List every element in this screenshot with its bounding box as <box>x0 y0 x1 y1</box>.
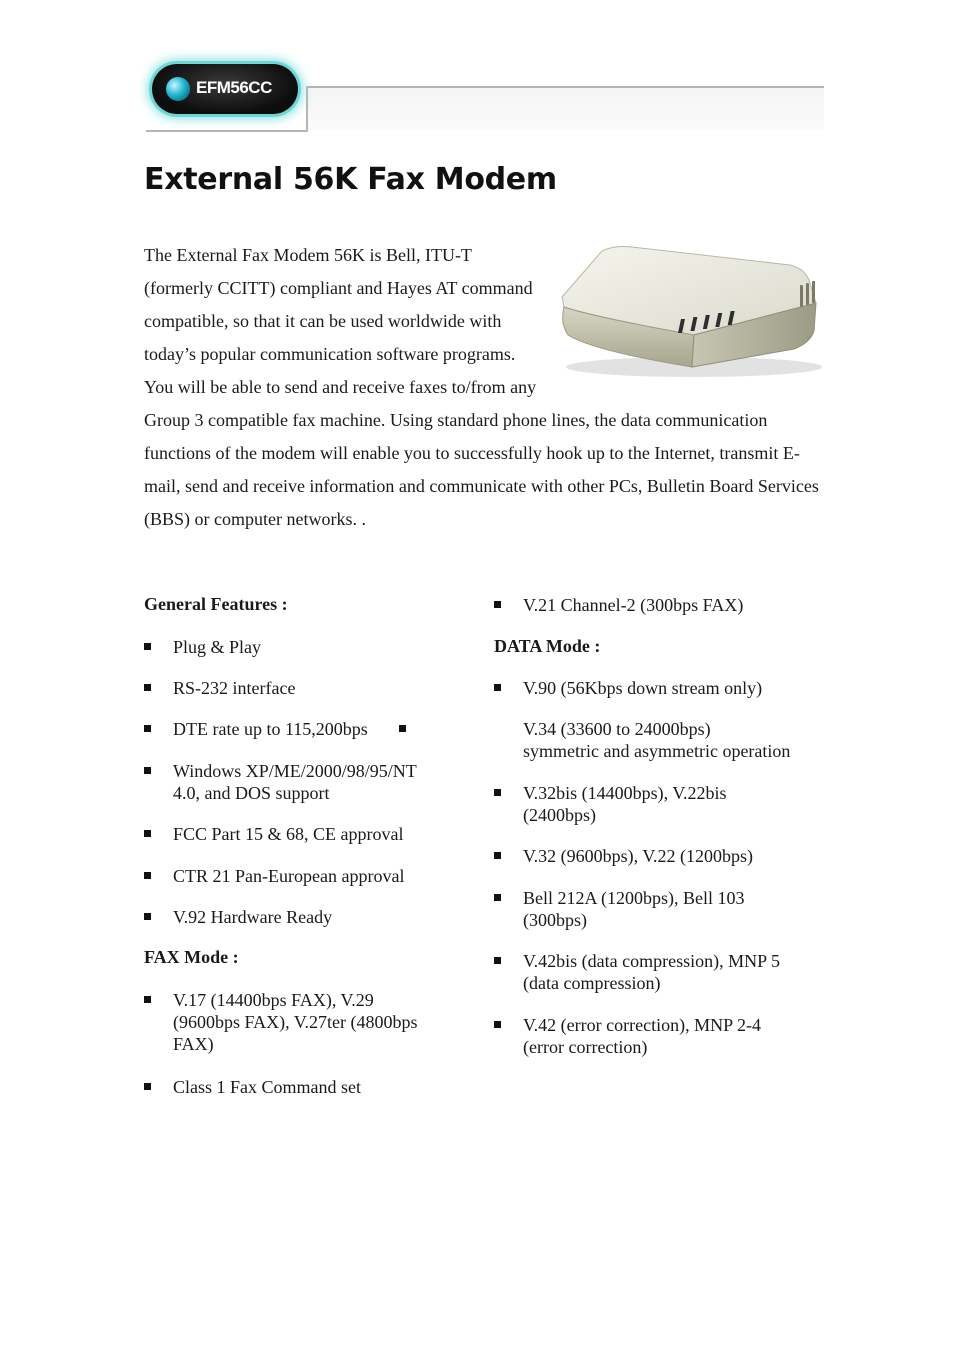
fax-mode-heading: FAX Mode : <box>144 947 239 967</box>
feature-text: V.92 Hardware Ready <box>173 907 333 927</box>
intro-text: The External Fax Modem 56K is Bell, ITU-T (formerly CCITT) compliant and Hayes AT command compatible, so that it can be used worldwide with today’s popular communication software programs. You will be able to send and receive faxes to/from any Group 3 compatible fax machine. Using standard phone lines, the data communication functions of the modem will enable you to successfully hook up to the Internet, transmit E-mail, send and receive information and communicate with other PCs, Bulletin Board Services (BBS) or computer networks. . <box>144 245 819 529</box>
data-text: V.90 (56Kbps down stream only) <box>523 678 763 698</box>
data-text: symmetric and asymmetric operation <box>523 741 791 761</box>
data-mode-heading: DATA Mode : <box>494 636 601 656</box>
data-text: (data compression) <box>523 973 661 993</box>
bullet-icon <box>494 1021 501 1028</box>
bullet-icon <box>144 1083 151 1090</box>
bullet-icon <box>494 894 501 901</box>
bullet-icon <box>144 643 151 650</box>
header-frame-fill <box>308 88 824 130</box>
data-text: V.42bis (data compression), MNP 5 <box>523 951 780 971</box>
data-text: (300bps) <box>523 910 587 930</box>
header-rule-bottom <box>146 130 308 132</box>
badge-orb-icon <box>166 77 190 101</box>
data-text: V.42 (error correction), MNP 2-4 <box>523 1015 761 1035</box>
bullet-icon <box>494 957 501 964</box>
bullet-icon <box>144 830 151 837</box>
feature-text: Plug & Play <box>173 637 262 657</box>
feature-text: CTR 21 Pan-European approval <box>173 866 405 886</box>
general-features-heading: General Features : <box>144 594 288 614</box>
fax-text: V.17 (14400bps FAX), V.29 <box>173 990 374 1010</box>
data-text: Bell 212A (1200bps), Bell 103 <box>523 888 745 908</box>
page-title: External 56K Fax Modem <box>144 162 557 197</box>
modem-image <box>554 239 824 389</box>
intro-paragraph <box>144 239 824 536</box>
bullet-icon <box>144 872 151 879</box>
bullet-icon <box>494 789 501 796</box>
data-text: (2400bps) <box>523 805 596 825</box>
bullet-icon <box>399 725 406 732</box>
header-rule-step <box>306 86 308 132</box>
badge-label: EFM56CC <box>196 78 272 97</box>
header-rule-top <box>306 86 824 88</box>
feature-text: FCC Part 15 & 68, CE approval <box>173 824 404 844</box>
model-badge <box>152 64 298 114</box>
bullet-icon <box>144 996 151 1003</box>
fax-text: FAX) <box>173 1034 214 1054</box>
data-text: V.32bis (14400bps), V.22bis <box>523 783 727 803</box>
data-text: V.32 (9600bps), V.22 (1200bps) <box>523 846 754 866</box>
data-text: (error correction) <box>523 1037 648 1057</box>
fax-text: Class 1 Fax Command set <box>173 1077 361 1097</box>
feature-text: 4.0, and DOS support <box>173 783 330 803</box>
fax-text: (9600bps FAX), V.27ter (4800bps <box>173 1012 418 1032</box>
feature-text: RS-232 interface <box>173 678 296 698</box>
bullet-icon <box>494 684 501 691</box>
feature-text: Windows XP/ME/2000/98/95/NT <box>173 761 417 781</box>
bullet-icon <box>494 852 501 859</box>
bullet-icon <box>144 684 151 691</box>
bullet-icon <box>144 725 151 732</box>
fax-text: V.21 Channel-2 (300bps FAX) <box>523 595 744 615</box>
data-text: V.34 (33600 to 24000bps) <box>523 719 711 739</box>
feature-text: DTE rate up to 115,200bps <box>173 719 368 739</box>
bullet-icon <box>494 601 501 608</box>
bullet-icon <box>144 913 151 920</box>
bullet-icon <box>144 767 151 774</box>
